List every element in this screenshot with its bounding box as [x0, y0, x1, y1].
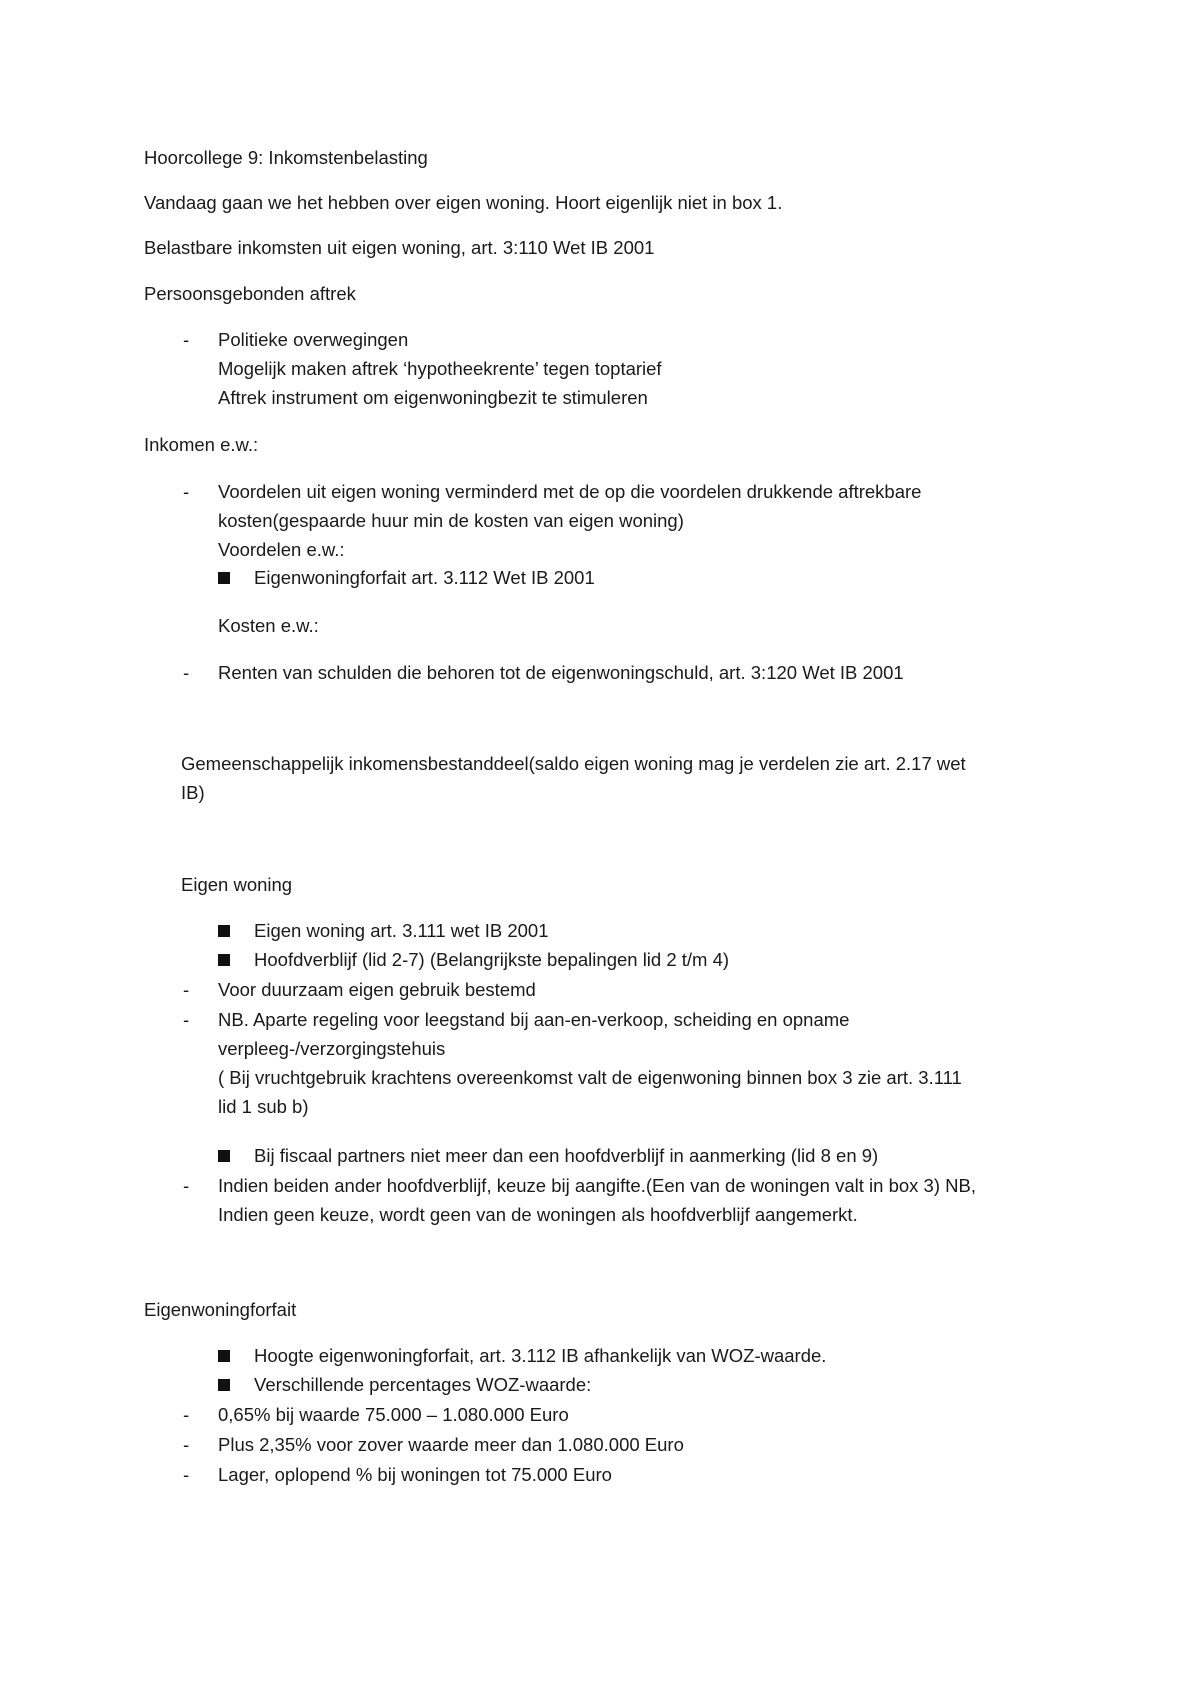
pga-item-line: Mogelijk maken aftrek ‘hypotheekrente’ tegen toptarief [218, 358, 662, 379]
intro-paragraph: Vandaag gaan we het hebben over eigen woning. Hoort eigenlijk niet in box 1. [144, 192, 783, 213]
square-bullet-icon [218, 954, 230, 966]
eigen-woning-bullet: Eigen woning art. 3.111 wet IB 2001 [254, 920, 549, 941]
inkomen-item-line: kosten(gespaarde huur min de kosten van eigen woning) [218, 510, 684, 531]
inkomen-item: Voordelen uit eigen woning verminderd met de op die voordelen drukkende aftrekbare [218, 481, 922, 502]
voordelen-bullet: Eigenwoningforfait art. 3.112 Wet IB 2001 [254, 567, 595, 588]
eigen-woning-item: NB. Aparte regeling voor leegstand bij aan-en-verkoop, scheiding en opname [218, 1009, 850, 1030]
dash-marker: - [183, 979, 190, 1000]
eigen-woning-item: Voor duurzaam eigen gebruik bestemd [218, 979, 536, 1000]
pga-item: Politieke overwegingen [218, 329, 409, 350]
eigen-woning-item-line: verpleeg-/verzorgingstehuis [218, 1038, 446, 1059]
dash-marker: - [183, 329, 190, 350]
kosten-label: Kosten e.w.: [218, 615, 319, 636]
eigen-woning-item-line: ( Bij vruchtgebruik krachtens overeenkomst valt de eigenwoning binnen box 3 zie art. 3.111 [218, 1067, 962, 1088]
eigen-woning-heading: Eigen woning [181, 874, 293, 895]
dash-marker: - [183, 1464, 190, 1485]
kosten-item: Renten van schulden die behoren tot de eigenwoningschuld, art. 3:120 Wet IB 2001 [218, 662, 904, 683]
dash-marker: - [183, 1009, 190, 1030]
dash-marker: - [183, 662, 190, 683]
belastbare-paragraph: Belastbare inkomsten uit eigen woning, art. 3:110 Wet IB 2001 [144, 237, 655, 258]
forfait-bullet: Verschillende percentages WOZ-waarde: [254, 1374, 592, 1395]
gemeenschappelijk-line: Gemeenschappelijk inkomensbestanddeel(saldo eigen woning mag je verdelen zie art. 2.17 wet [181, 753, 966, 774]
square-bullet-icon [218, 1379, 230, 1391]
inkomen-heading: Inkomen e.w.: [144, 434, 259, 455]
square-bullet-icon [218, 1350, 230, 1362]
eigen-woning-item-line: Indien geen keuze, wordt geen van de woningen als hoofdverblijf aangemerkt. [218, 1204, 858, 1225]
square-bullet-icon [218, 572, 230, 584]
dash-marker: - [183, 1434, 190, 1455]
square-bullet-icon [218, 925, 230, 937]
voordelen-label: Voordelen e.w.: [218, 539, 345, 560]
dash-marker: - [183, 1175, 190, 1196]
forfait-item: 0,65% bij waarde 75.000 – 1.080.000 Euro [218, 1404, 569, 1425]
gemeenschappelijk-line: IB) [181, 782, 205, 803]
square-bullet-icon [218, 1150, 230, 1162]
document-title: Hoorcollege 9: Inkomstenbelasting [144, 147, 428, 168]
eigen-woning-bullet: Hoofdverblijf (lid 2-7) (Belangrijkste bepalingen lid 2 t/m 4) [254, 949, 730, 970]
eigen-woning-item: Indien beiden ander hoofdverblijf, keuze bij aangifte.(Een van de woningen valt in box 3) NB, [218, 1175, 976, 1196]
eigen-woning-item-line: lid 1 sub b) [218, 1096, 309, 1117]
pga-heading: Persoonsgebonden aftrek [144, 283, 356, 304]
eigen-woning-bullet: Bij fiscaal partners niet meer dan een hoofdverblijf in aanmerking (lid 8 en 9) [254, 1145, 879, 1166]
forfait-item: Lager, oplopend % bij woningen tot 75.000 Euro [218, 1464, 612, 1485]
dash-marker: - [183, 1404, 190, 1425]
forfait-bullet: Hoogte eigenwoningforfait, art. 3.112 IB afhankelijk van WOZ-waarde. [254, 1345, 827, 1366]
forfait-heading: Eigenwoningforfait [144, 1299, 297, 1320]
forfait-item: Plus 2,35% voor zover waarde meer dan 1.080.000 Euro [218, 1434, 684, 1455]
pga-item-line: Aftrek instrument om eigenwoningbezit te stimuleren [218, 387, 648, 408]
dash-marker: - [183, 481, 190, 502]
